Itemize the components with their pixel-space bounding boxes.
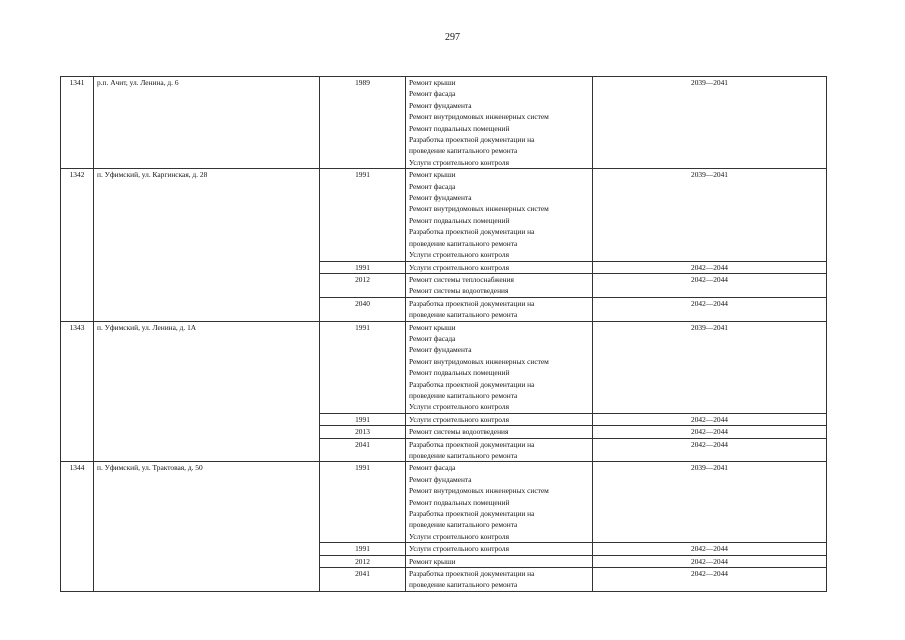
works-cell bbox=[406, 297, 593, 321]
year-cell: 1991 bbox=[320, 543, 406, 555]
building-address: п. Уфимский, ул. Каргинская, д. 28 bbox=[94, 169, 320, 321]
year-cell: 1991 bbox=[320, 261, 406, 273]
work-item: Ремонт подвальных помещений bbox=[409, 497, 510, 507]
period-cell: 2039—2041 bbox=[593, 169, 827, 261]
work-item: Ремонт внутридомовых инженерных систем bbox=[409, 112, 549, 122]
year-cell: 2041 bbox=[320, 568, 406, 592]
period-cell: 2042—2044 bbox=[593, 568, 827, 592]
work-item: Ремонт крыши bbox=[409, 322, 456, 332]
work-item: Ремонт внутридомовых инженерных систем bbox=[409, 356, 549, 366]
period-cell: 2042—2044 bbox=[593, 426, 827, 438]
work-item: Услуги строительного контроля bbox=[409, 262, 509, 272]
building-number: 1341 bbox=[61, 77, 94, 169]
works-cell bbox=[406, 77, 593, 169]
period-cell: 2039—2041 bbox=[593, 321, 827, 413]
work-item: Разработка проектной документации на bbox=[409, 569, 535, 579]
table-row bbox=[61, 321, 827, 413]
work-item: Разработка проектной документации на bbox=[409, 379, 535, 389]
period-cell: 2042—2044 bbox=[593, 438, 827, 462]
work-item: Ремонт фундамента bbox=[409, 100, 472, 110]
work-item: Ремонт крыши bbox=[409, 78, 456, 87]
works-cell bbox=[406, 543, 593, 555]
work-item: Ремонт подвальных помещений bbox=[409, 123, 510, 133]
works-cell bbox=[406, 555, 593, 567]
table-row bbox=[61, 169, 827, 261]
year-cell: 1991 bbox=[320, 413, 406, 425]
works-cell bbox=[406, 462, 593, 543]
work-item: Услуги строительного контроля bbox=[409, 544, 509, 554]
building-number: 1342 bbox=[61, 169, 94, 321]
works-cell bbox=[406, 426, 593, 438]
work-item: Разработка проектной документации на bbox=[409, 509, 535, 519]
work-item: Ремонт системы теплоснабжения bbox=[409, 274, 514, 284]
period-cell: 2042—2044 bbox=[593, 555, 827, 567]
building-number: 1344 bbox=[61, 462, 94, 591]
year-cell: 1991 bbox=[320, 321, 406, 413]
work-item: проведение капитального ремонта bbox=[409, 451, 518, 460]
work-item: Разработка проектной документации на bbox=[409, 135, 535, 145]
work-item: Ремонт фасада bbox=[409, 181, 456, 191]
year-cell: 2040 bbox=[320, 297, 406, 321]
building-number: 1343 bbox=[61, 321, 94, 462]
works-cell bbox=[406, 273, 593, 297]
work-item: проведение капитального ремонта bbox=[409, 238, 518, 248]
work-item: Ремонт внутридомовых инженерных систем bbox=[409, 204, 549, 214]
period-cell: 2039—2041 bbox=[593, 462, 827, 543]
works-cell bbox=[406, 413, 593, 425]
work-item: Ремонт внутридомовых инженерных систем bbox=[409, 486, 549, 496]
work-item: Ремонт крыши bbox=[409, 170, 456, 180]
year-cell: 2012 bbox=[320, 273, 406, 297]
period-cell: 2042—2044 bbox=[593, 297, 827, 321]
work-item: Ремонт фасада bbox=[409, 463, 456, 473]
work-item: Ремонт фундамента bbox=[409, 193, 472, 203]
work-item: Услуги строительного контроля bbox=[409, 402, 509, 412]
year-cell: 1989 bbox=[320, 77, 406, 169]
work-item: Ремонт фасада bbox=[409, 89, 456, 99]
works-cell bbox=[406, 568, 593, 592]
work-item: Ремонт фундамента bbox=[409, 345, 472, 355]
year-cell: 2012 bbox=[320, 555, 406, 567]
work-item: Ремонт крыши bbox=[409, 556, 456, 566]
building-address: р.п. Ачит, ул. Ленина, д. 6 bbox=[94, 77, 320, 169]
work-item: Ремонт фундамента bbox=[409, 474, 472, 484]
period-cell: 2039—2041 bbox=[593, 77, 827, 169]
work-item: Услуги строительного контроля bbox=[409, 250, 509, 260]
year-cell: 1991 bbox=[320, 169, 406, 261]
table-row bbox=[61, 77, 827, 169]
work-item: Ремонт фасада bbox=[409, 333, 456, 343]
works-cell bbox=[406, 261, 593, 273]
period-cell: 2042—2044 bbox=[593, 413, 827, 425]
work-item: проведение капитального ремонта bbox=[409, 520, 518, 530]
table-row bbox=[61, 462, 827, 543]
year-cell: 2013 bbox=[320, 426, 406, 438]
work-item: Услуги строительного контроля bbox=[409, 531, 509, 541]
repair-schedule-table bbox=[60, 76, 827, 592]
works-cell bbox=[406, 438, 593, 462]
period-cell: 2042—2044 bbox=[593, 273, 827, 297]
work-item: Разработка проектной документации на bbox=[409, 298, 535, 308]
works-cell bbox=[406, 169, 593, 261]
work-item: проведение капитального ремонта bbox=[409, 146, 518, 156]
works-cell bbox=[406, 321, 593, 413]
work-item: проведение капитального ремонта bbox=[409, 390, 518, 400]
work-item: Услуги строительного контроля bbox=[409, 414, 509, 424]
table-body bbox=[61, 77, 827, 592]
work-item: проведение капитального ремонта bbox=[409, 310, 518, 320]
building-address: п. Уфимский, ул. Трактовая, д. 50 bbox=[94, 462, 320, 591]
building-address: п. Уфимский, ул. Ленина, д. 1А bbox=[94, 321, 320, 462]
work-item: Разработка проектной документации на bbox=[409, 439, 535, 449]
year-cell: 2041 bbox=[320, 438, 406, 462]
work-item: Услуги строительного контроля bbox=[409, 157, 509, 167]
work-item: Ремонт системы водоотведения bbox=[409, 427, 509, 437]
page-number: 297 bbox=[445, 32, 460, 43]
work-item: Ремонт подвальных помещений bbox=[409, 368, 510, 378]
work-item: проведение капитального ремонта bbox=[409, 580, 518, 590]
work-item: Разработка проектной документации на bbox=[409, 227, 535, 237]
period-cell: 2042—2044 bbox=[593, 543, 827, 555]
work-item: Ремонт системы водоотведения bbox=[409, 286, 509, 296]
period-cell: 2042—2044 bbox=[593, 261, 827, 273]
work-item: Ремонт подвальных помещений bbox=[409, 215, 510, 225]
year-cell: 1991 bbox=[320, 462, 406, 543]
